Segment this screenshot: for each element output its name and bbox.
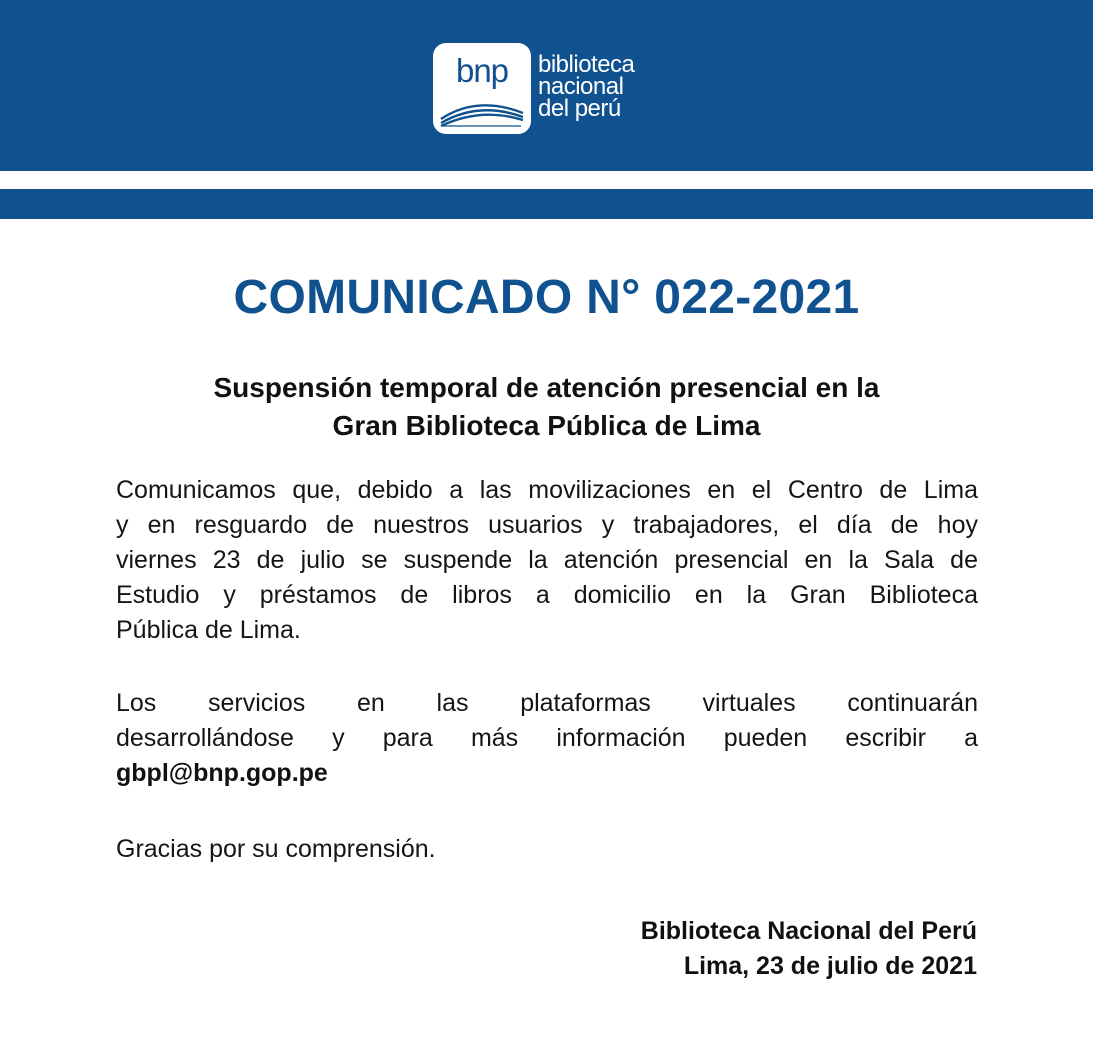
book-arcs-icon <box>439 93 525 129</box>
header-banner <box>0 0 1093 171</box>
header-stripe <box>0 189 1093 219</box>
paragraph-2 <box>116 686 978 791</box>
paragraph-2-line-1: Los servicios en las plataformas virtuales continuarán <box>116 689 978 717</box>
paragraph-1-line-3: viernes 23 de julio se suspende la atención presencial en la Sala de <box>116 546 978 574</box>
logo-word-1: biblioteca <box>538 51 635 78</box>
paragraph-1-line-2: y en resguardo de nuestros usuarios y trabajadores, el día de hoy <box>116 511 978 539</box>
contact-email-link[interactable]: gbpl@bnp.gop.pe <box>116 759 328 787</box>
subtitle-line-2: Gran Biblioteca Pública de Lima <box>332 410 761 441</box>
paragraph-2-line-2: desarrollándose y para más información pueden escribir a <box>116 724 978 752</box>
bnp-logo <box>433 43 634 134</box>
logo-word-3: del perú <box>538 95 621 122</box>
paragraph-1 <box>116 473 978 648</box>
logo-abbr: bnp <box>455 52 509 89</box>
logo-word-2: nacional <box>538 73 624 100</box>
paragraph-3 <box>116 832 978 867</box>
signature-date: Lima, 23 de julio de 2021 <box>683 952 977 980</box>
paragraph-1-line-4: Estudio y préstamos de libros a domicilio en la Gran Biblioteca <box>116 581 978 609</box>
subtitle-line-1: Suspensión temporal de atención presencial en la <box>213 372 880 403</box>
signature-block <box>641 914 977 984</box>
document-subtitle <box>100 369 993 445</box>
logo-wordmark <box>538 51 635 122</box>
paragraph-1-line-5: Pública de Lima. <box>116 616 301 644</box>
document-title: COMUNICADO N° 022-2021 <box>233 271 860 324</box>
signature-institution: Biblioteca Nacional del Perú <box>640 917 977 945</box>
bnp-logo-badge <box>433 43 531 134</box>
closing-thanks: Gracias por su comprensión. <box>116 835 436 863</box>
paragraph-1-line-1: Comunicamos que, debido a las movilizaciones en el Centro de Lima <box>116 476 978 504</box>
